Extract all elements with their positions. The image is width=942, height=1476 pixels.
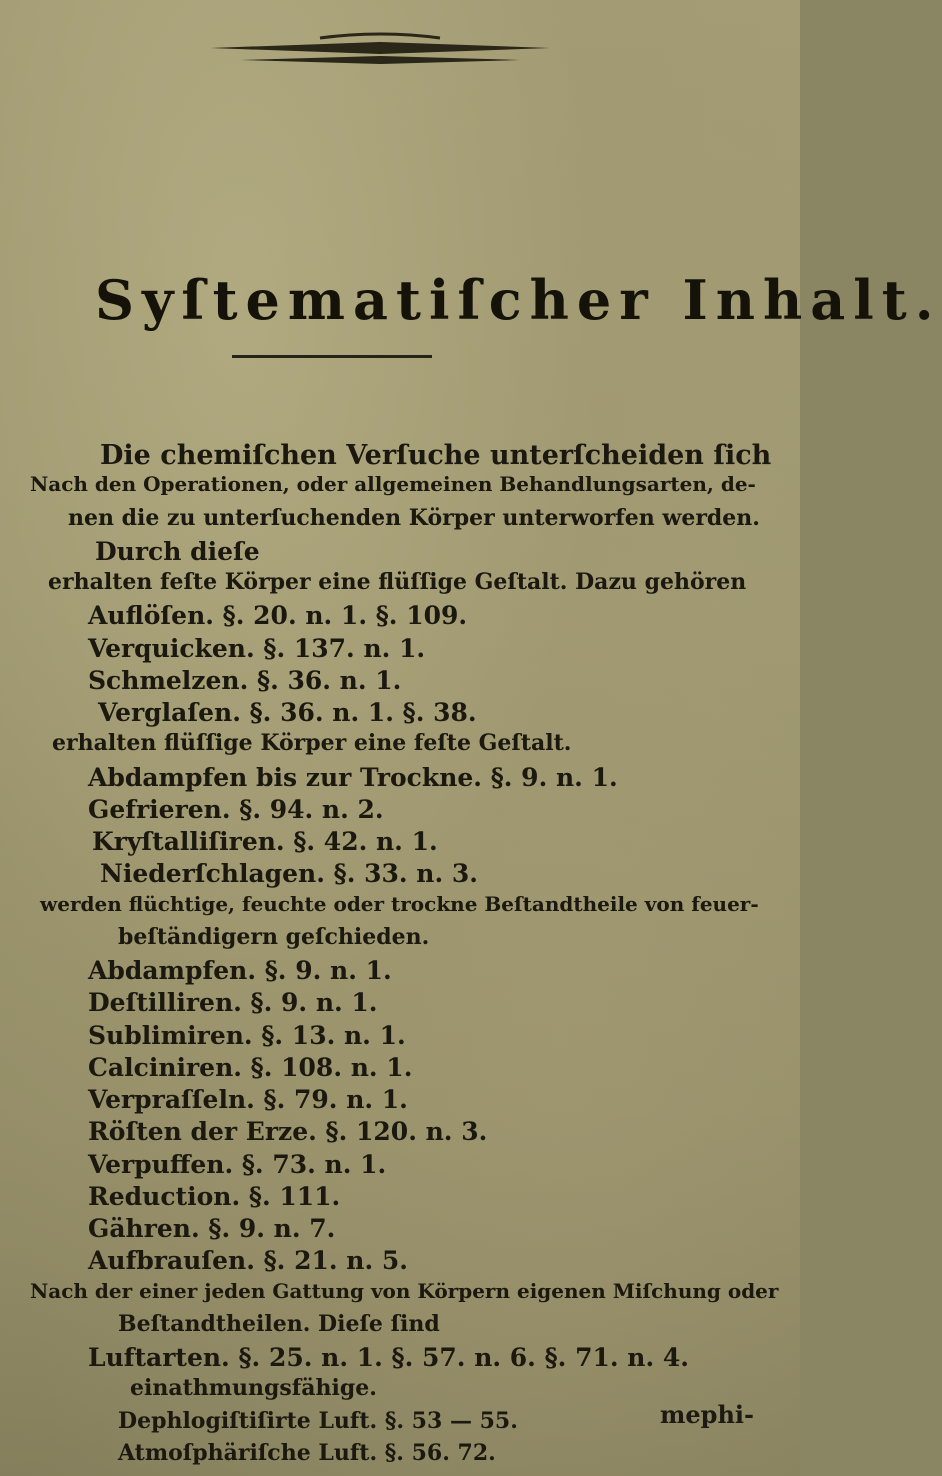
title-rule [232,355,432,358]
index-entry: Abdampfen. §. 9. n. 1. [88,956,392,985]
text-line: Nach den Operationen, oder allgemeinen Behandlungsarten, de- [30,472,756,496]
text-line: beſtändigern geſchieden. [118,924,430,950]
index-entry: Calciniren. §. 108. n. 1. [88,1053,413,1082]
text-line: werden flüchtige, feuchte oder trockne Beſtandtheile von feuer- [40,892,759,916]
index-entry: Niederſchlagen. §. 33. n. 3. [100,859,478,888]
ornament-headpiece [200,30,560,72]
index-entry: Verpraſſeln. §. 79. n. 1. [88,1085,408,1114]
index-entry: Deſtilliren. §. 9. n. 1. [88,988,378,1017]
catchword: mephi- [660,1400,754,1429]
index-entry: Luftarten. §. 25. n. 1. §. 57. n. 6. §. 71. n. 4. [88,1343,689,1372]
index-entry: Auflöſen. §. 20. n. 1. §. 109. [88,601,468,630]
text-line: Durch dieſe [95,537,260,566]
index-entry: Gefrieren. §. 94. n. 2. [88,795,384,824]
index-entry: Abdampfen bis zur Trockne. §. 9. n. 1. [88,763,618,792]
index-entry: Reduction. §. 111. [88,1182,341,1211]
index-entry: Dephlogiſtiſirte Luft. §. 53 — 55. [118,1408,518,1434]
text-line: einathmungsfähige. [130,1375,377,1401]
index-entry: Sublimiren. §. 13. n. 1. [88,1021,406,1050]
text-line: erhalten flüſſige Körper eine feſte Geſtalt. [52,730,572,756]
index-entry: Kryſtalliſiren. §. 42. n. 1. [92,827,438,856]
index-entry: Atmoſphäriſche Luft. §. 56. 72. [118,1440,496,1466]
index-entry: Röſten der Erze. §. 120. n. 3. [88,1117,488,1146]
heading-line: Die chemiſchen Verſuche unterſcheiden ſich [100,440,772,471]
index-entry: Verpuffen. §. 73. n. 1. [88,1150,387,1179]
page-title: Syſtematiſcher Inhalt. [95,268,942,332]
index-entry: Verquicken. §. 137. n. 1. [88,634,426,663]
index-entry: Schmelzen. §. 36. n. 1. [88,666,402,695]
index-entry: Aufbrauſen. §. 21. n. 5. [88,1246,408,1275]
text-line: nen die zu unterſuchenden Körper unterworfen werden. [68,505,760,531]
text-line: erhalten feſte Körper eine flüſſige Geſtalt. Dazu gehören [48,569,747,595]
index-entry: Gähren. §. 9. n. 7. [88,1214,336,1243]
text-line: Beſtandtheilen. Dieſe ſind [118,1311,440,1337]
text-line: Nach der einer jeden Gattung von Körpern eigenen Miſchung oder [30,1279,779,1303]
index-entry: Verglaſen. §. 36. n. 1. §. 38. [98,698,477,727]
